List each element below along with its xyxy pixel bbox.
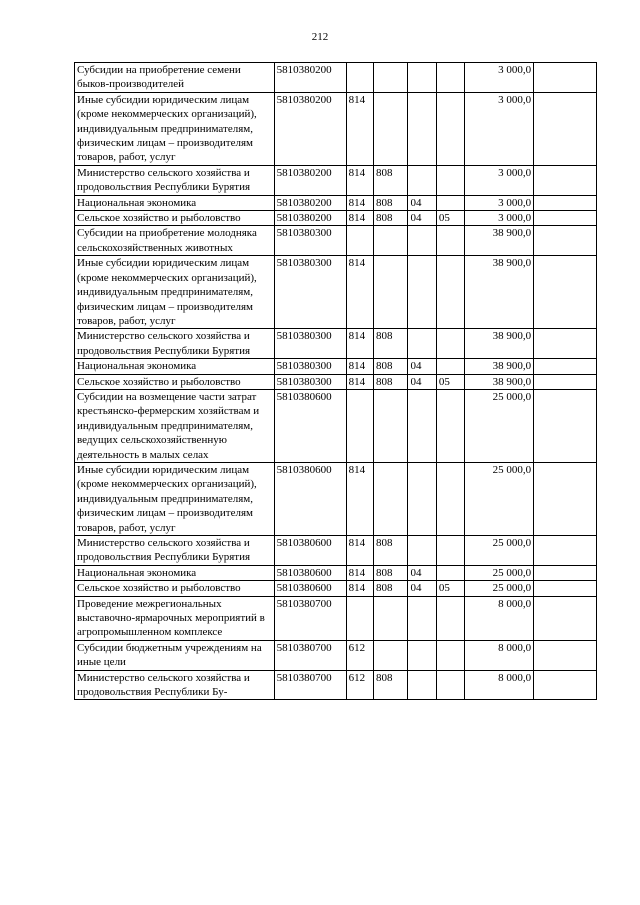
cell-subsection bbox=[408, 536, 436, 566]
cell-empty bbox=[534, 462, 597, 535]
cell-target-code: 5810380200 bbox=[274, 195, 346, 210]
cell-expense-type bbox=[436, 670, 464, 700]
cell-expense-type bbox=[436, 389, 464, 462]
cell-name: Иные субсидии юридическим лицам (кроме некоммерческих организаций), индивидуальным предпринимателям, физическим лицам – производителям товаров, работ, услуг bbox=[75, 256, 275, 329]
cell-empty bbox=[534, 640, 597, 670]
cell-section bbox=[373, 226, 407, 256]
cell-target-code: 5810380300 bbox=[274, 256, 346, 329]
cell-amount: 3 000,0 bbox=[465, 211, 534, 226]
cell-name: Министерство сельского хозяйства и продовольствия Республики Бурятия bbox=[75, 329, 275, 359]
cell-empty bbox=[534, 63, 597, 93]
cell-empty bbox=[534, 374, 597, 389]
table-row bbox=[75, 670, 597, 700]
cell-subsection: 04 bbox=[408, 565, 436, 580]
cell-ministry: 814 bbox=[346, 329, 373, 359]
cell-section bbox=[373, 596, 407, 640]
cell-empty bbox=[534, 226, 597, 256]
cell-subsection bbox=[408, 670, 436, 700]
cell-section: 808 bbox=[373, 536, 407, 566]
cell-subsection: 04 bbox=[408, 374, 436, 389]
cell-expense-type bbox=[436, 640, 464, 670]
cell-empty bbox=[534, 359, 597, 374]
cell-target-code: 5810380300 bbox=[274, 374, 346, 389]
cell-target-code: 5810380600 bbox=[274, 462, 346, 535]
cell-ministry bbox=[346, 596, 373, 640]
cell-expense-type bbox=[436, 256, 464, 329]
cell-subsection bbox=[408, 92, 436, 165]
cell-section bbox=[373, 63, 407, 93]
cell-subsection bbox=[408, 462, 436, 535]
cell-expense-type bbox=[436, 165, 464, 195]
cell-name: Субсидии на приобретение семени быков-производителей bbox=[75, 63, 275, 93]
cell-ministry: 814 bbox=[346, 536, 373, 566]
table-row bbox=[75, 596, 597, 640]
cell-target-code: 5810380200 bbox=[274, 211, 346, 226]
cell-ministry: 814 bbox=[346, 374, 373, 389]
cell-name: Сельское хозяйство и рыболовство bbox=[75, 211, 275, 226]
table-row bbox=[75, 211, 597, 226]
cell-expense-type: 05 bbox=[436, 211, 464, 226]
cell-section bbox=[373, 389, 407, 462]
table-row bbox=[75, 195, 597, 210]
budget-table bbox=[74, 62, 597, 700]
cell-empty bbox=[534, 536, 597, 566]
cell-amount: 38 900,0 bbox=[465, 329, 534, 359]
cell-subsection: 04 bbox=[408, 581, 436, 596]
cell-amount: 38 900,0 bbox=[465, 374, 534, 389]
cell-name: Сельское хозяйство и рыболовство bbox=[75, 374, 275, 389]
cell-empty bbox=[534, 165, 597, 195]
cell-section: 808 bbox=[373, 195, 407, 210]
cell-empty bbox=[534, 581, 597, 596]
cell-subsection bbox=[408, 596, 436, 640]
cell-name: Субсидии на приобретение молодняка сельскохозяйственных животных bbox=[75, 226, 275, 256]
cell-ministry: 814 bbox=[346, 195, 373, 210]
table-row bbox=[75, 581, 597, 596]
cell-target-code: 5810380600 bbox=[274, 565, 346, 580]
cell-section: 808 bbox=[373, 565, 407, 580]
cell-amount: 8 000,0 bbox=[465, 670, 534, 700]
table-body bbox=[75, 63, 597, 700]
cell-ministry: 814 bbox=[346, 581, 373, 596]
cell-target-code: 5810380200 bbox=[274, 165, 346, 195]
cell-expense-type bbox=[436, 226, 464, 256]
cell-expense-type bbox=[436, 329, 464, 359]
cell-name: Субсидии бюджетным учреждениям на иные цели bbox=[75, 640, 275, 670]
cell-subsection bbox=[408, 389, 436, 462]
cell-ministry: 814 bbox=[346, 462, 373, 535]
table-row bbox=[75, 462, 597, 535]
cell-amount: 3 000,0 bbox=[465, 165, 534, 195]
cell-amount: 38 900,0 bbox=[465, 226, 534, 256]
cell-name: Министерство сельского хозяйства и продовольствия Республики Бу- bbox=[75, 670, 275, 700]
cell-name: Национальная экономика bbox=[75, 359, 275, 374]
cell-section: 808 bbox=[373, 670, 407, 700]
cell-subsection bbox=[408, 256, 436, 329]
cell-empty bbox=[534, 329, 597, 359]
cell-name: Проведение межрегиональных выставочно-ярмарочных мероприятий в агропромышленном комплексе bbox=[75, 596, 275, 640]
cell-section: 808 bbox=[373, 329, 407, 359]
table-row bbox=[75, 374, 597, 389]
cell-ministry: 814 bbox=[346, 165, 373, 195]
table-row bbox=[75, 565, 597, 580]
table-row bbox=[75, 92, 597, 165]
table-row bbox=[75, 389, 597, 462]
cell-amount: 3 000,0 bbox=[465, 63, 534, 93]
cell-amount: 3 000,0 bbox=[465, 92, 534, 165]
page-number: 212 bbox=[311, 31, 329, 43]
cell-section bbox=[373, 462, 407, 535]
cell-section: 808 bbox=[373, 581, 407, 596]
cell-subsection bbox=[408, 63, 436, 93]
cell-target-code: 5810380300 bbox=[274, 359, 346, 374]
cell-name: Иные субсидии юридическим лицам (кроме некоммерческих организаций), индивидуальным предпринимателям, физическим лицам – производителям товаров, работ, услуг bbox=[75, 92, 275, 165]
cell-amount: 25 000,0 bbox=[465, 389, 534, 462]
cell-ministry bbox=[346, 389, 373, 462]
cell-subsection bbox=[408, 640, 436, 670]
cell-section: 808 bbox=[373, 165, 407, 195]
cell-expense-type bbox=[436, 63, 464, 93]
cell-section bbox=[373, 256, 407, 329]
cell-expense-type bbox=[436, 565, 464, 580]
cell-ministry: 814 bbox=[346, 359, 373, 374]
cell-empty bbox=[534, 256, 597, 329]
cell-expense-type bbox=[436, 462, 464, 535]
cell-expense-type bbox=[436, 359, 464, 374]
cell-expense-type bbox=[436, 195, 464, 210]
cell-name: Иные субсидии юридическим лицам (кроме некоммерческих организаций), индивидуальным предпринимателям, физическим лицам – производителям товаров, работ, услуг bbox=[75, 462, 275, 535]
cell-expense-type: 05 bbox=[436, 581, 464, 596]
cell-amount: 8 000,0 bbox=[465, 596, 534, 640]
cell-target-code: 5810380600 bbox=[274, 389, 346, 462]
table-row bbox=[75, 359, 597, 374]
cell-empty bbox=[534, 195, 597, 210]
cell-amount: 38 900,0 bbox=[465, 359, 534, 374]
cell-target-code: 5810380600 bbox=[274, 581, 346, 596]
cell-amount: 25 000,0 bbox=[465, 581, 534, 596]
cell-empty bbox=[534, 565, 597, 580]
table-row bbox=[75, 226, 597, 256]
cell-expense-type bbox=[436, 536, 464, 566]
table-row bbox=[75, 63, 597, 93]
cell-ministry: 814 bbox=[346, 211, 373, 226]
cell-amount: 38 900,0 bbox=[465, 256, 534, 329]
cell-amount: 3 000,0 bbox=[465, 195, 534, 210]
cell-empty bbox=[534, 92, 597, 165]
cell-section: 808 bbox=[373, 211, 407, 226]
cell-subsection: 04 bbox=[408, 211, 436, 226]
cell-amount: 25 000,0 bbox=[465, 536, 534, 566]
cell-subsection: 04 bbox=[408, 195, 436, 210]
cell-section bbox=[373, 640, 407, 670]
cell-ministry: 814 bbox=[346, 256, 373, 329]
cell-name: Министерство сельского хозяйства и продовольствия Республики Бурятия bbox=[75, 165, 275, 195]
cell-expense-type bbox=[436, 596, 464, 640]
cell-amount: 25 000,0 bbox=[465, 565, 534, 580]
cell-target-code: 5810380600 bbox=[274, 536, 346, 566]
cell-empty bbox=[534, 389, 597, 462]
table-row bbox=[75, 165, 597, 195]
table-row bbox=[75, 256, 597, 329]
cell-amount: 8 000,0 bbox=[465, 640, 534, 670]
cell-name: Национальная экономика bbox=[75, 565, 275, 580]
cell-target-code: 5810380200 bbox=[274, 92, 346, 165]
cell-ministry: 612 bbox=[346, 640, 373, 670]
table-row bbox=[75, 329, 597, 359]
cell-name: Министерство сельского хозяйства и продовольствия Республики Бурятия bbox=[75, 536, 275, 566]
cell-ministry bbox=[346, 226, 373, 256]
table-row bbox=[75, 536, 597, 566]
cell-name: Национальная экономика bbox=[75, 195, 275, 210]
cell-target-code: 5810380300 bbox=[274, 329, 346, 359]
cell-target-code: 5810380700 bbox=[274, 670, 346, 700]
cell-subsection bbox=[408, 226, 436, 256]
cell-empty bbox=[534, 596, 597, 640]
cell-target-code: 5810380700 bbox=[274, 596, 346, 640]
cell-amount: 25 000,0 bbox=[465, 462, 534, 535]
cell-section: 808 bbox=[373, 374, 407, 389]
cell-name: Сельское хозяйство и рыболовство bbox=[75, 581, 275, 596]
cell-ministry: 814 bbox=[346, 92, 373, 165]
cell-section bbox=[373, 92, 407, 165]
cell-subsection: 04 bbox=[408, 359, 436, 374]
cell-ministry: 814 bbox=[346, 565, 373, 580]
cell-empty bbox=[534, 211, 597, 226]
cell-ministry: 612 bbox=[346, 670, 373, 700]
cell-name: Субсидии на возмещение части затрат крестьянско-фермерским хозяйствам и индивидуальным предпринимателям, ведущих сельскохозяйственную деятельность в малых селах bbox=[75, 389, 275, 462]
cell-target-code: 5810380700 bbox=[274, 640, 346, 670]
cell-expense-type bbox=[436, 92, 464, 165]
cell-section: 808 bbox=[373, 359, 407, 374]
cell-ministry bbox=[346, 63, 373, 93]
cell-target-code: 5810380200 bbox=[274, 63, 346, 93]
table-row bbox=[75, 640, 597, 670]
cell-subsection bbox=[408, 165, 436, 195]
cell-target-code: 5810380300 bbox=[274, 226, 346, 256]
cell-expense-type: 05 bbox=[436, 374, 464, 389]
cell-subsection bbox=[408, 329, 436, 359]
cell-empty bbox=[534, 670, 597, 700]
